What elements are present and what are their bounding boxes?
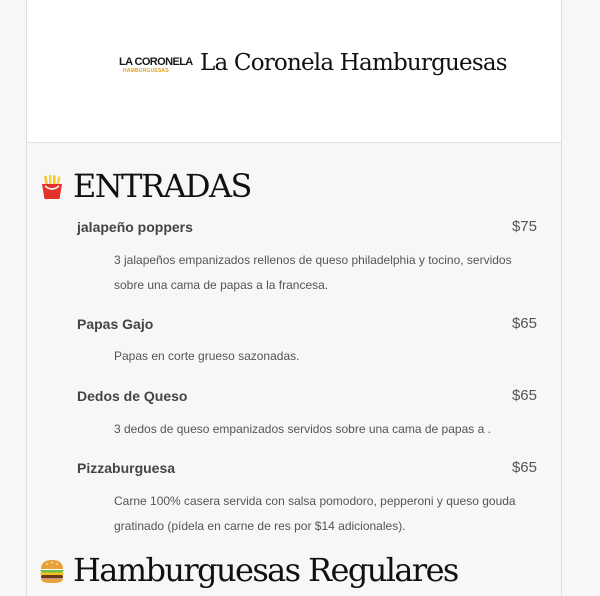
menu-item-description: Papas en corte grueso sazonadas. bbox=[114, 349, 300, 363]
menu-item-price: $65 bbox=[511, 315, 537, 332]
menu-item-description: 3 dedos de queso empanizados servidos sobre una cama de papas a . bbox=[114, 422, 491, 436]
menu-item-name: Dedos de Queso bbox=[77, 388, 188, 404]
logo-wordmark: LA CORONELA bbox=[119, 56, 193, 68]
menu-item-price: $65 bbox=[511, 459, 537, 476]
burger-icon bbox=[39, 553, 65, 579]
menu-item-name: Pizzaburguesa bbox=[77, 460, 176, 476]
menu-item-description: Carne 100% casera servida con salsa pomodoro, pepperoni y queso gouda gratinado (pídela en carne de res por $14 adicionales). bbox=[114, 494, 516, 533]
logo-subtitle: HAMBURGUESAS bbox=[123, 68, 169, 74]
menu-item-name: Papas Gajo bbox=[77, 316, 154, 332]
site-header bbox=[27, 0, 561, 143]
brand-logo[interactable] bbox=[119, 56, 193, 77]
menu-item-description: 3 jalapeños empanizados rellenos de queso philadelphia y tocino, servidos sobre una cama de papas a la francesa. bbox=[114, 253, 512, 292]
menu-item-price: $75 bbox=[511, 218, 537, 235]
section-title-entradas bbox=[39, 166, 251, 206]
menu-page bbox=[26, 0, 562, 596]
menu-item-name: jalapeño poppers bbox=[77, 219, 193, 235]
site-title[interactable]: La Coronela Hamburguesas bbox=[200, 50, 507, 76]
menu-item-price: $65 bbox=[511, 387, 537, 404]
section-title-text: Hamburguesas Regulares bbox=[73, 551, 458, 589]
section-title-hamburguesas-regulares bbox=[39, 550, 458, 590]
fries-icon bbox=[39, 169, 65, 195]
section-title-text: ENTRADAS bbox=[73, 167, 251, 205]
